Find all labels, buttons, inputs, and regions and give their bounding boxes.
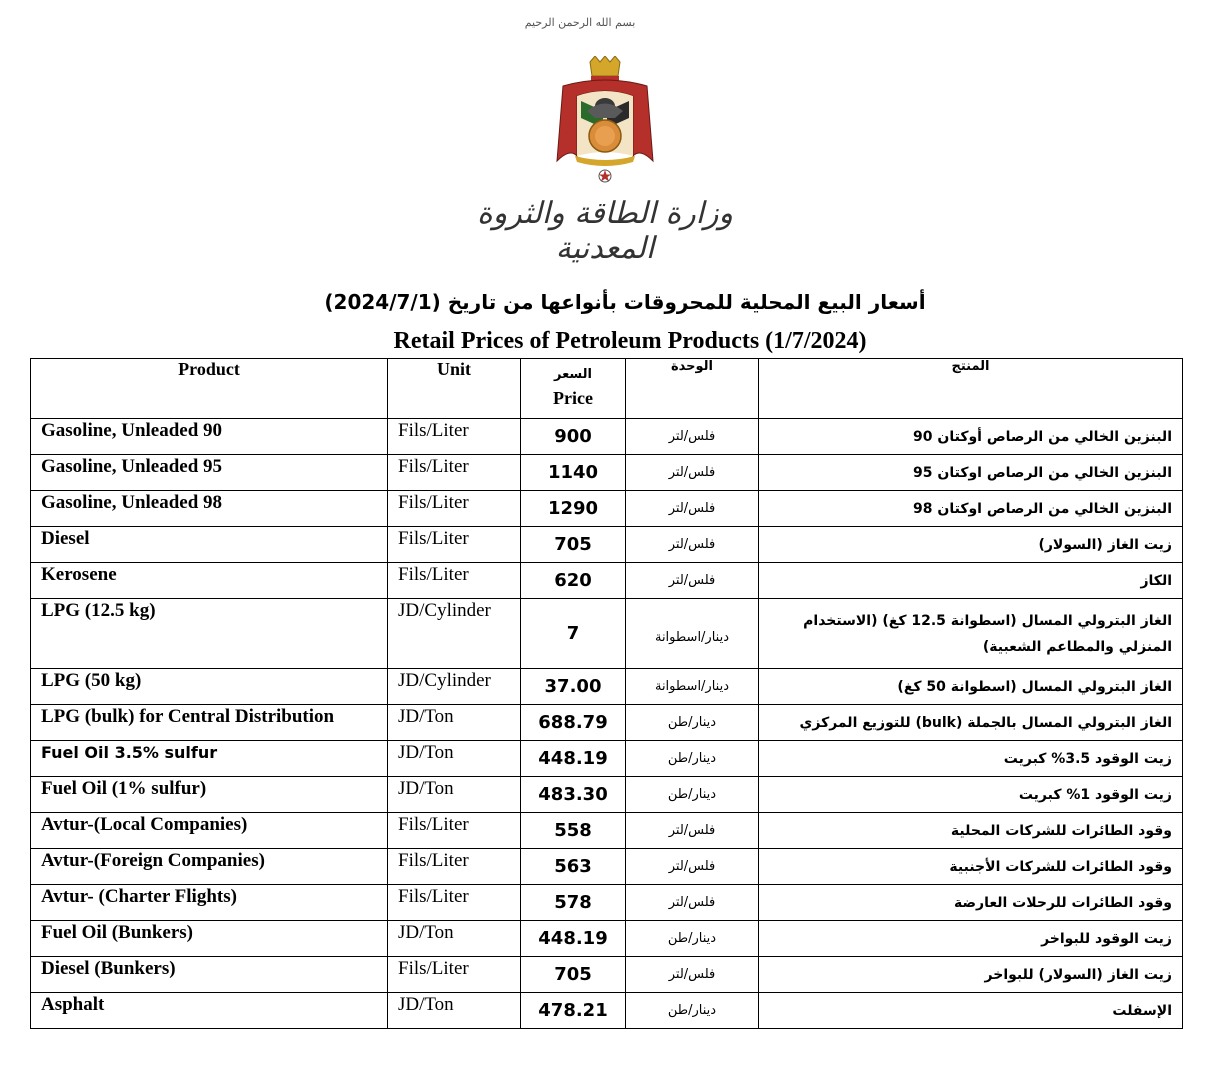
unit-ar-cell: دينار/اسطوانة: [626, 669, 759, 705]
price-cell: 705: [521, 957, 626, 993]
product-en-cell: Gasoline, Unleaded 98: [31, 491, 388, 527]
unit-en-cell: JD/Ton: [388, 777, 521, 813]
table-row: [31, 849, 1183, 885]
product-en-cell: LPG (12.5 kg): [31, 599, 388, 669]
unit-ar-cell: فلس/لتر: [626, 419, 759, 455]
product-ar-cell: البنزين الخالي من الرصاص أوكتان 90: [759, 419, 1183, 455]
table-row: [31, 527, 1183, 563]
unit-ar-cell: دينار/طن: [626, 993, 759, 1029]
basmala-calligraphy: بسم الله الرحمن الرحيم: [524, 16, 636, 29]
price-cell: 900: [521, 419, 626, 455]
unit-en-cell: Fils/Liter: [388, 813, 521, 849]
document-header: [0, 0, 1210, 290]
product-ar-cell: وقود الطائرات للشركات المحلية: [759, 813, 1183, 849]
unit-ar-cell: دينار/طن: [626, 705, 759, 741]
price-cell: 1290: [521, 491, 626, 527]
product-ar-cell: زيت الغاز (السولار): [759, 527, 1183, 563]
unit-ar-cell: دينار/اسطوانة: [626, 599, 759, 669]
price-cell: 7: [521, 599, 626, 669]
product-ar-cell: زيت الوقود للبواخر: [759, 921, 1183, 957]
price-cell: 448.19: [521, 921, 626, 957]
unit-en-cell: JD/Ton: [388, 921, 521, 957]
product-ar-cell: البنزين الخالي من الرصاص اوكتان 95: [759, 455, 1183, 491]
unit-ar-cell: فلس/لتر: [626, 957, 759, 993]
product-ar-cell: الغاز البترولي المسال (اسطوانة 50 كغ): [759, 669, 1183, 705]
price-cell: 688.79: [521, 705, 626, 741]
unit-en-cell: JD/Cylinder: [388, 599, 521, 669]
price-cell: 1140: [521, 455, 626, 491]
unit-en-cell: Fils/Liter: [388, 849, 521, 885]
unit-ar-cell: فلس/لتر: [626, 491, 759, 527]
product-en-cell: Kerosene: [31, 563, 388, 599]
unit-ar-cell: فلس/لتر: [626, 813, 759, 849]
table-row: [31, 455, 1183, 491]
table-row: [31, 491, 1183, 527]
unit-en-cell: JD/Ton: [388, 705, 521, 741]
header-price-ar: السعر: [554, 367, 592, 382]
product-en-cell: Fuel Oil 3.5% sulfur: [31, 741, 388, 777]
price-cell: 620: [521, 563, 626, 599]
product-ar-cell: وقود الطائرات للرحلات العارضة: [759, 885, 1183, 921]
product-ar-cell: زيت الوقود 3.5% كبريت: [759, 741, 1183, 777]
unit-ar-cell: دينار/طن: [626, 777, 759, 813]
table-row: [31, 419, 1183, 455]
product-en-cell: Diesel: [31, 527, 388, 563]
unit-en-cell: Fils/Liter: [388, 527, 521, 563]
unit-en-cell: JD/Ton: [388, 993, 521, 1029]
price-cell: 578: [521, 885, 626, 921]
price-cell: 563: [521, 849, 626, 885]
price-cell: 483.30: [521, 777, 626, 813]
price-cell: 37.00: [521, 669, 626, 705]
product-ar-cell: الغاز البترولي المسال (اسطوانة 12.5 كغ) (الاستخدام المنزلي والمطاعم الشعبية): [759, 599, 1183, 669]
ministry-name-calligraphy: وزارة الطاقة والثروة المعدنية: [476, 196, 733, 266]
unit-ar-cell: فلس/لتر: [626, 563, 759, 599]
page-title-arabic: أسعار البيع المحلية للمحروقات بأنواعها من تاريخ (2024/7/1): [324, 290, 926, 314]
page-title-english: Retail Prices of Petroleum Products (1/7/2024): [393, 328, 867, 354]
product-ar-cell: زيت الوقود 1% كبريت: [759, 777, 1183, 813]
unit-en-cell: JD/Cylinder: [388, 669, 521, 705]
product-en-cell: Gasoline, Unleaded 95: [31, 455, 388, 491]
table-row: [31, 813, 1183, 849]
unit-en-cell: Fils/Liter: [388, 491, 521, 527]
unit-en-cell: JD/Ton: [388, 741, 521, 777]
product-en-cell: Fuel Oil (1% sulfur): [31, 777, 388, 813]
table-row: [31, 957, 1183, 993]
product-en-cell: Fuel Oil (Bunkers): [31, 921, 388, 957]
unit-en-cell: Fils/Liter: [388, 885, 521, 921]
unit-en-cell: Fils/Liter: [388, 419, 521, 455]
table-row: [31, 741, 1183, 777]
price-cell: 558: [521, 813, 626, 849]
product-ar-cell: وقود الطائرات للشركات الأجنبية: [759, 849, 1183, 885]
product-en-cell: LPG (bulk) for Central Distribution: [31, 705, 388, 741]
unit-ar-cell: فلس/لتر: [626, 527, 759, 563]
price-table: [30, 358, 1183, 1029]
table-row: [31, 669, 1183, 705]
unit-ar-cell: دينار/طن: [626, 741, 759, 777]
header-product-en: Product: [31, 359, 388, 419]
table-row: [31, 599, 1183, 669]
unit-ar-cell: فلس/لتر: [626, 885, 759, 921]
unit-ar-cell: فلس/لتر: [626, 849, 759, 885]
unit-ar-cell: دينار/طن: [626, 921, 759, 957]
price-cell: 478.21: [521, 993, 626, 1029]
header-unit-en: Unit: [388, 359, 521, 419]
product-en-cell: LPG (50 kg): [31, 669, 388, 705]
header-price-en: Price: [553, 388, 593, 408]
price-cell: 448.19: [521, 741, 626, 777]
product-en-cell: Diesel (Bunkers): [31, 957, 388, 993]
unit-en-cell: Fils/Liter: [388, 957, 521, 993]
product-ar-cell: الإسفلت: [759, 993, 1183, 1029]
unit-en-cell: Fils/Liter: [388, 563, 521, 599]
table-row: [31, 563, 1183, 599]
product-ar-cell: زيت الغاز (السولار) للبواخر: [759, 957, 1183, 993]
header-product-ar: المنتج: [759, 359, 1183, 419]
table-row: [31, 921, 1183, 957]
product-ar-cell: الكاز: [759, 563, 1183, 599]
table-row: [31, 777, 1183, 813]
product-ar-cell: البنزين الخالي من الرصاص اوكتان 98: [759, 491, 1183, 527]
price-cell: 705: [521, 527, 626, 563]
table-row: [31, 993, 1183, 1029]
table-header-row: [31, 359, 1183, 419]
product-en-cell: Avtur-(Foreign Companies): [31, 849, 388, 885]
table-row: [31, 885, 1183, 921]
product-ar-cell: الغاز البترولي المسال بالجملة (bulk) للتوزيع المركزي: [759, 705, 1183, 741]
product-en-cell: Gasoline, Unleaded 90: [31, 419, 388, 455]
table-row: [31, 705, 1183, 741]
jordan-coat-of-arms-emblem: [545, 56, 665, 186]
unit-en-cell: Fils/Liter: [388, 455, 521, 491]
product-en-cell: Asphalt: [31, 993, 388, 1029]
header-unit-ar: الوحدة: [626, 359, 759, 419]
header-price: [521, 359, 626, 419]
unit-ar-cell: فلس/لتر: [626, 455, 759, 491]
product-en-cell: Avtur-(Local Companies): [31, 813, 388, 849]
product-en-cell: Avtur- (Charter Flights): [31, 885, 388, 921]
